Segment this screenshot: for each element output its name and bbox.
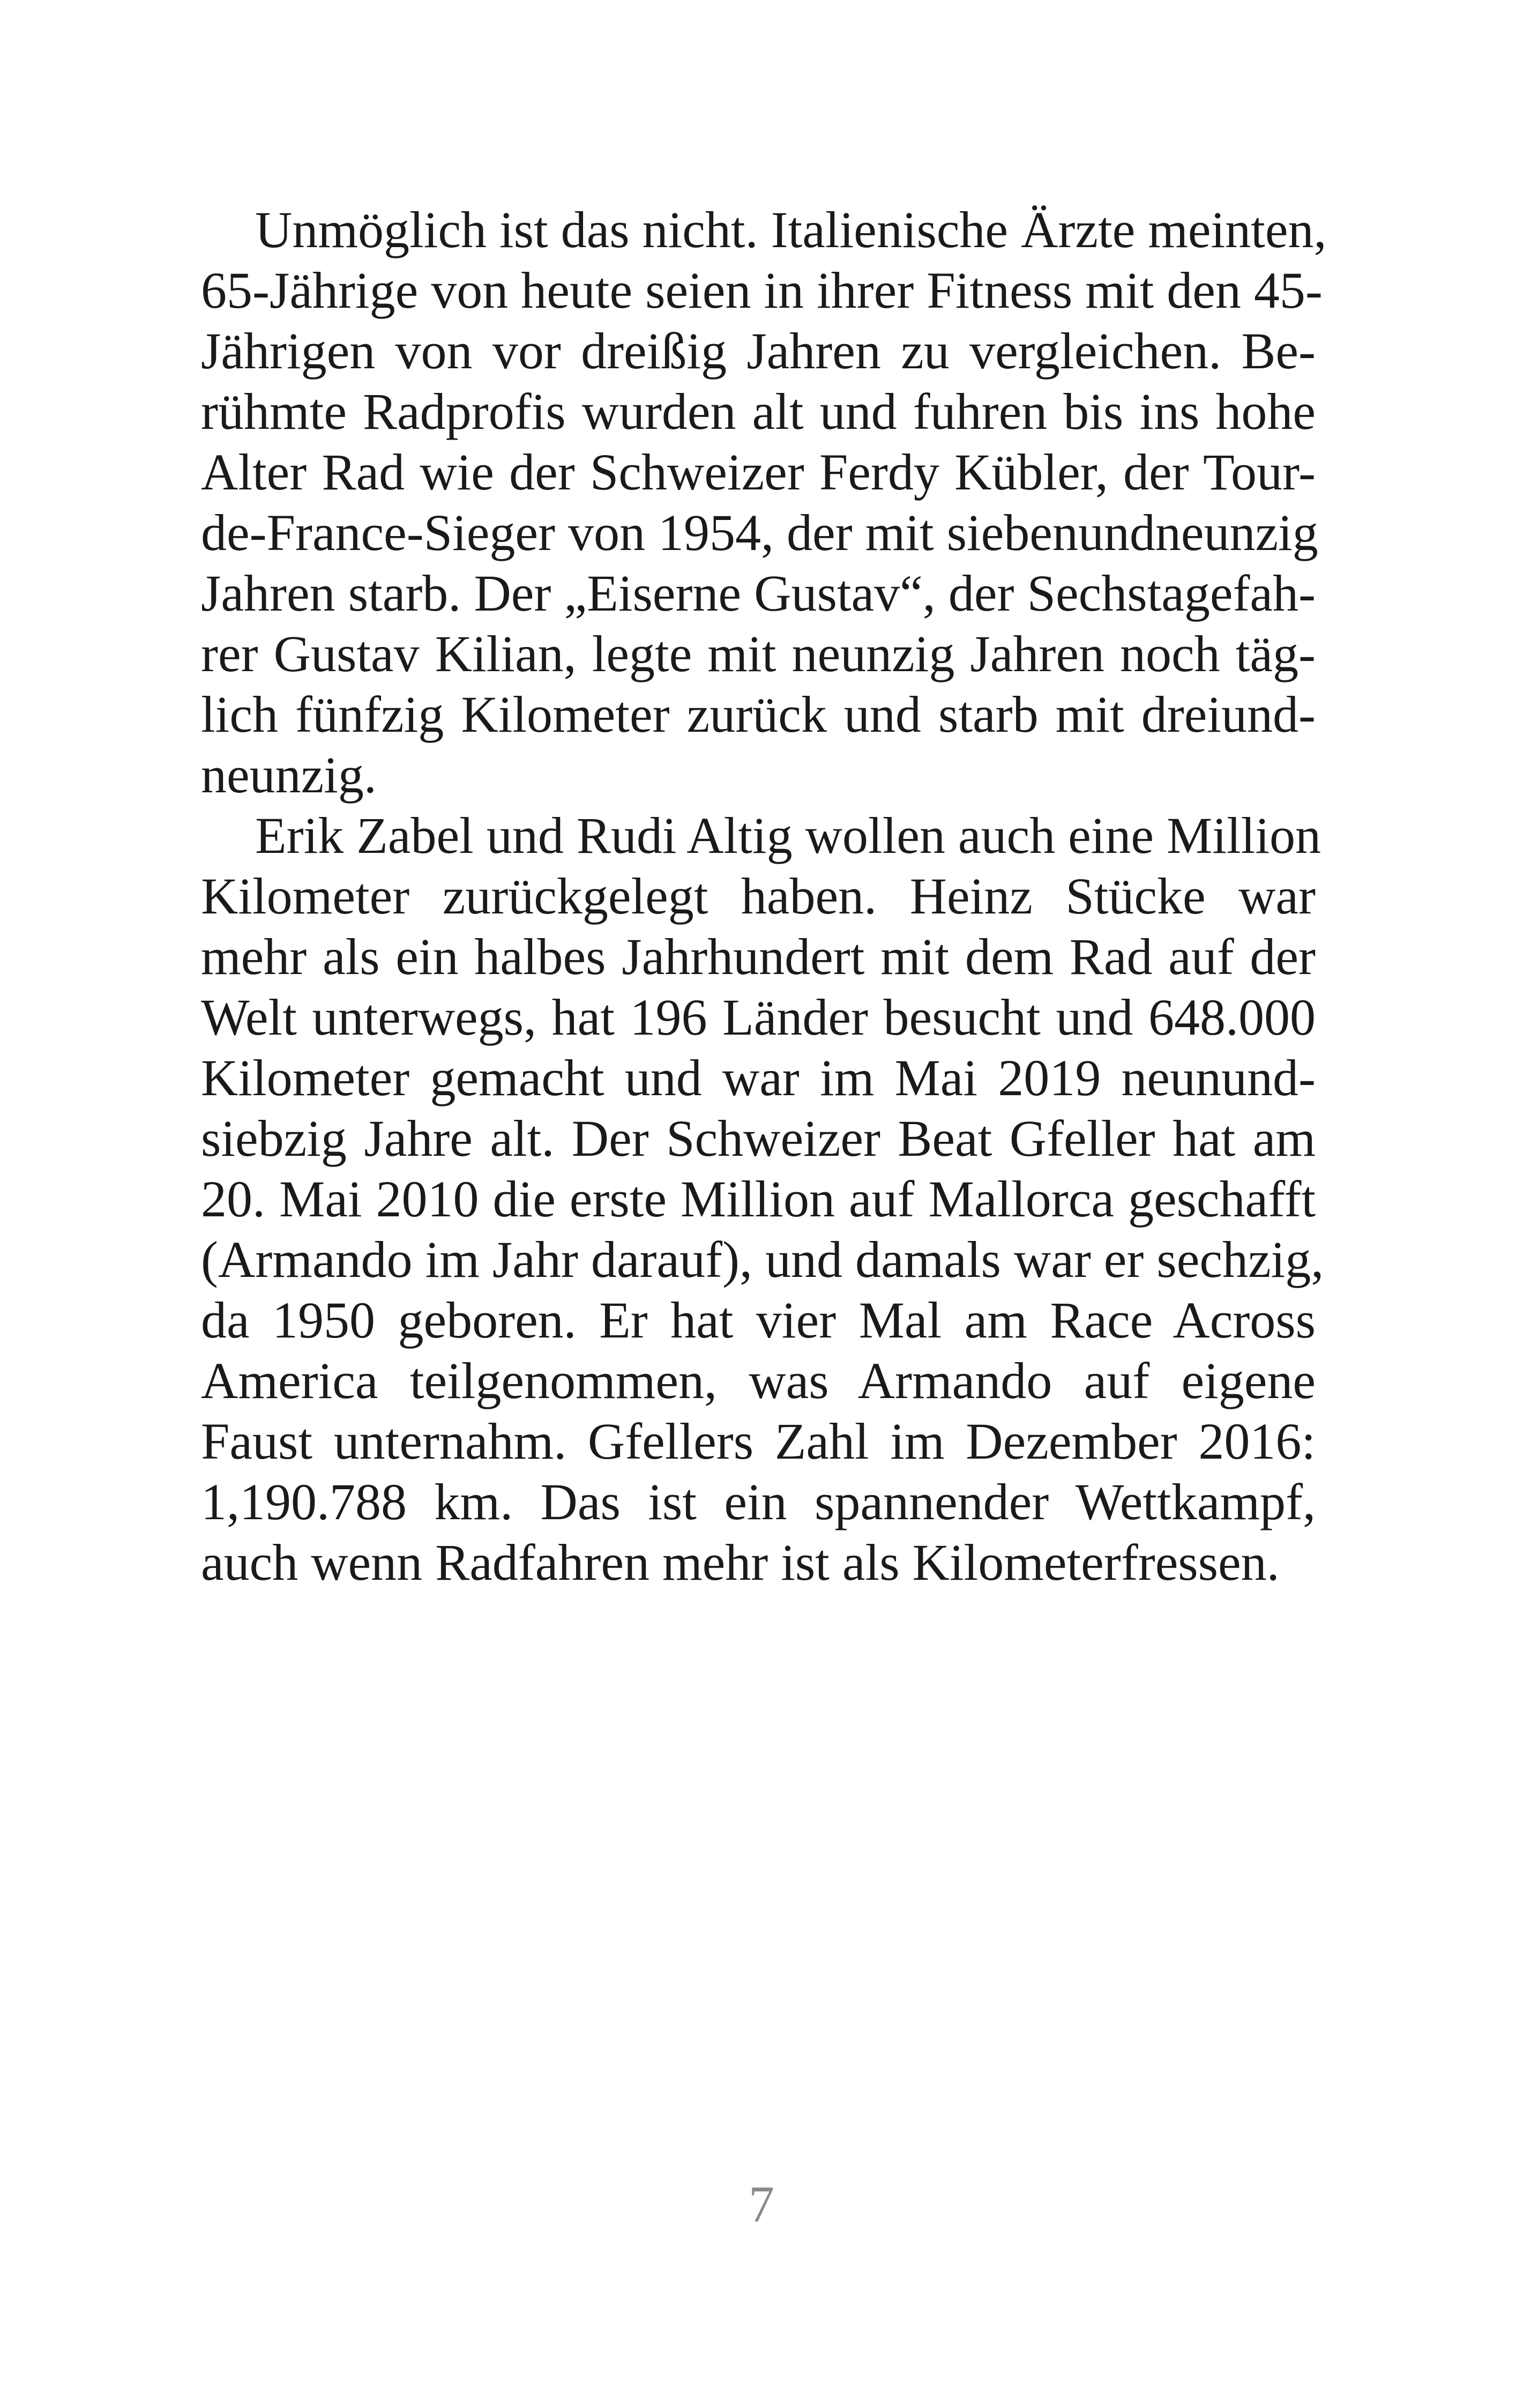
paragraph-1-line-3: Jährigen von vor dreißig Jahren zu vergleichen. Be- bbox=[201, 322, 1316, 380]
paragraph-2-line-3: mehr als ein halbes Jahrhundert mit dem Rad auf der bbox=[201, 928, 1316, 985]
paragraph-2-line-12: 1,190.788 km. Das ist ein spannender Wettkampf, bbox=[201, 1473, 1316, 1530]
paragraph-1-line-7: Jahren starb. Der „Eiserne Gustav“, der Sechstagefah- bbox=[201, 564, 1316, 622]
paragraph-1-line-2: 65-Jährige von heute seien in ihrer Fitness mit den 45- bbox=[201, 262, 1323, 319]
paragraph-1-line-10: neunzig. bbox=[201, 746, 377, 804]
paragraph-1-line-6: de-France-Sieger von 1954, der mit siebenundneunzig bbox=[201, 504, 1318, 561]
paragraph-2-line-2: Kilometer zurückgelegt haben. Heinz Stücke war bbox=[201, 867, 1316, 925]
paragraph-1-line-9: lich fünfzig Kilometer zurück und starb mit dreiund- bbox=[201, 686, 1316, 743]
paragraph-1-line-4: rühmte Radprofis wurden alt und fuhren bis ins hohe bbox=[201, 383, 1316, 440]
paragraph-2-line-10: America teilgenommen, was Armando auf eigene bbox=[201, 1352, 1316, 1409]
paragraph-2-line-4: Welt unterwegs, hat 196 Länder besucht und 648.000 bbox=[201, 989, 1316, 1046]
paragraph-1-line-5: Alter Rad wie der Schweizer Ferdy Kübler, der Tour- bbox=[201, 443, 1316, 501]
body-text bbox=[201, 199, 1327, 1593]
paragraph-2-line-1: Erik Zabel und Rudi Altig wollen auch eine Million bbox=[255, 807, 1321, 864]
paragraph-1-line-1: Unmöglich ist das nicht. Italienische Ärzte meinten, bbox=[255, 201, 1327, 258]
paragraph-2-line-5: Kilometer gemacht und war im Mai 2019 neunund- bbox=[201, 1049, 1316, 1106]
paragraph-2-line-11: Faust unternahm. Gfellers Zahl im Dezember 2016: bbox=[201, 1413, 1316, 1470]
paragraph-2-line-9: da 1950 geboren. Er hat vier Mal am Race Across bbox=[201, 1291, 1316, 1349]
paragraph-2-line-7: 20. Mai 2010 die erste Million auf Mallorca geschafft bbox=[201, 1170, 1316, 1228]
page-number: 7 bbox=[749, 2175, 774, 2233]
paragraph-2-line-8: (Armando im Jahr darauf), und damals war er sechzig, bbox=[201, 1231, 1324, 1288]
paragraph-2-line-6: siebzig Jahre alt. Der Schweizer Beat Gfeller hat am bbox=[201, 1110, 1316, 1167]
paragraph-1-line-8: rer Gustav Kilian, legte mit neunzig Jahren noch täg- bbox=[201, 625, 1316, 682]
paragraph-2-line-13: auch wenn Radfahren mehr ist als Kilometerfressen. bbox=[201, 1534, 1280, 1591]
